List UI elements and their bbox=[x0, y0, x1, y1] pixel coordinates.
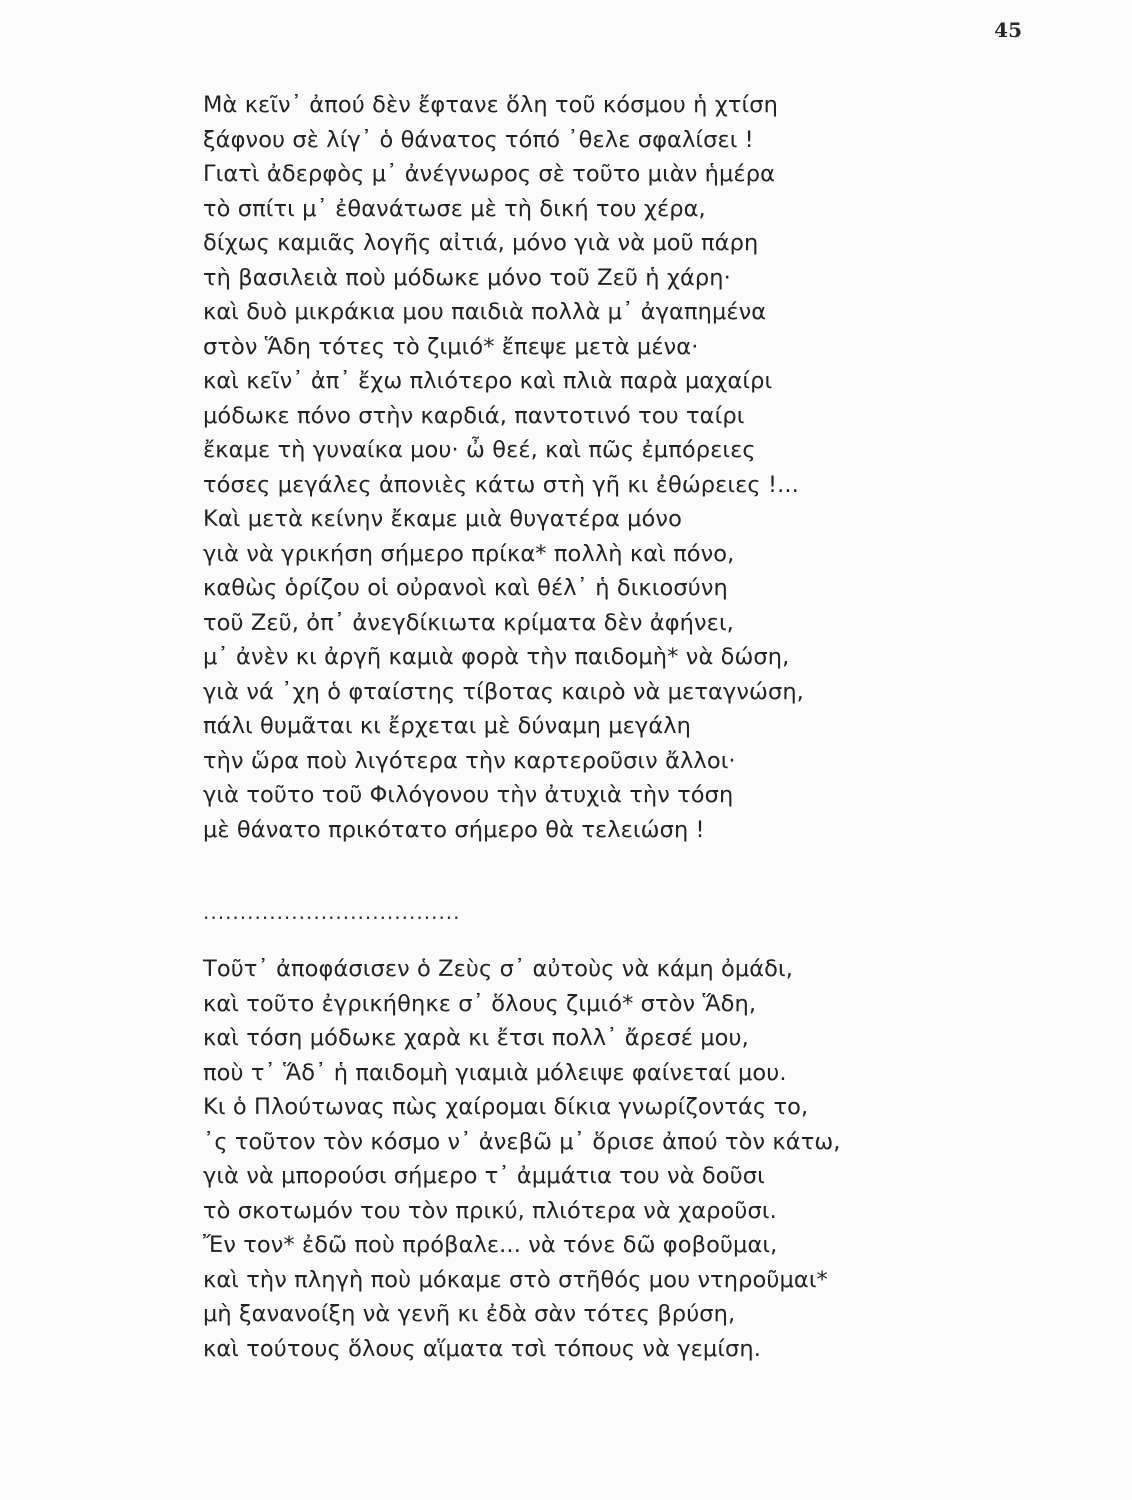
section-separator: ................................... bbox=[203, 900, 461, 924]
verse-line: ἔκαμε τὴ γυναίκα μου· ὦ θεέ, καὶ πῶς ἐμπόρειες bbox=[203, 437, 756, 463]
page-number: 45 bbox=[994, 18, 1022, 42]
verse-line: τὴν ὥρα ποὺ λιγότερα τὴν καρτεροῦσιν ἄλλοι· bbox=[203, 747, 736, 774]
verse-line: καὶ δυὸ μικράκια μου παιδιὰ πολλὰ μ᾽ ἀγαπημένα bbox=[203, 299, 767, 325]
verse-line: ξάφνου σὲ λίγ᾽ ὁ θάνατος τόπό ᾽θελε σφαλίσει ! bbox=[203, 126, 754, 153]
verse-line: γιὰ τοῦτο τοῦ Φιλόγονου τὴν ἀτυχιὰ τὴν τόση bbox=[203, 782, 734, 808]
verse-line: μόδωκε πόνο στὴν καρδιά, παντοτινό του ταίρι bbox=[203, 402, 745, 429]
verse-line: μὴ ξανανοίξη νὰ γενῆ κι ἐδὰ σὰν τότες βρύση, bbox=[203, 1301, 736, 1327]
verse-line: δίχως καμιᾶς λογῆς αἰτιά, μόνο γιὰ νὰ μοῦ πάρη bbox=[203, 230, 759, 256]
verse-line: καθὼς ὁρίζου οἱ οὐρανοὶ καὶ θέλ᾽ ἡ δικιοσύνη bbox=[203, 575, 728, 601]
verse-line: Κι ὁ Πλούτωνας πὼς χαίρομαι δίκια γνωρίζοντάς το, bbox=[203, 1094, 809, 1120]
verse-line: ᾽ς τοῦτον τὸν κόσμο ν᾽ ἀνεβῶ μ᾽ ὅρισε ἀπού τὸν κάτω, bbox=[203, 1128, 841, 1155]
verse-line: τόσες μεγάλες ἀπονιὲς κάτω στὴ γῆ κι ἐθώρειες !... bbox=[203, 471, 799, 498]
verse-line: τὸ σπίτι μ᾽ ἐθανάτωσε μὲ τὴ δική του χέρα, bbox=[203, 195, 706, 222]
verse-line: Τοῦτ᾽ ἀποφάσισεν ὁ Ζεὺς σ᾽ αὐτοὺς νὰ κάμη ὀμάδι, bbox=[203, 956, 793, 982]
verse-line: πάλι θυμᾶται κι ἔρχεται μὲ δύναμη μεγάλη bbox=[203, 713, 692, 739]
verse-line: τοῦ Ζεῦ, ὀπ᾽ ἀνεγδίκιωτα κρίματα δὲν ἀφήνει, bbox=[203, 609, 734, 636]
verse-line: στὸν Ἅδη τότες τὸ ζιμιό* ἔπεψε μετὰ μένα· bbox=[203, 333, 699, 360]
verse-line: γιὰ νά ᾽χη ὁ φταίστης τίβοτας καιρὸ νὰ μεταγνώση, bbox=[203, 678, 804, 705]
verse-line: τὸ σκοτωμόν του τὸν πρικύ, πλιότερα νὰ χαροῦσι. bbox=[203, 1197, 777, 1224]
verse-line: γιὰ νὰ γρικήση σήμερο πρίκα* πολλὴ καὶ πόνο, bbox=[203, 540, 735, 567]
verse-line: καὶ τοῦτο ἐγρικήθηκε σ᾽ ὅλους ζιμιό* στὸν Ἅδη, bbox=[203, 990, 757, 1017]
verse-line: Μὰ κεῖν᾽ ἀπού δὲν ἔφτανε ὅλη τοῦ κόσμου ἡ χτίση bbox=[203, 92, 778, 118]
stanza-2 bbox=[203, 952, 841, 1366]
stanza-1 bbox=[203, 88, 804, 847]
verse-line: ποὺ τ᾽ Ἅδ᾽ ἡ παιδομὴ γιαμιὰ μόλειψε φαίνεταί μου. bbox=[203, 1059, 787, 1086]
verse-line: Ἔν τον* ἐδῶ ποὺ πρόβαλε... νὰ τόνε δῶ φοβοῦμαι, bbox=[203, 1232, 778, 1258]
verse-line: τὴ βασιλειὰ ποὺ μόδωκε μόνο τοῦ Ζεῦ ἡ χάρη· bbox=[203, 264, 731, 291]
verse-line: Γιατὶ ἀδερφὸς μ᾽ ἀνέγνωρος σὲ τοῦτο μιὰν ἡμέρα bbox=[203, 161, 776, 187]
verse-line: γιὰ νὰ μπορούσι σήμερο τ᾽ ἀμμάτια του νὰ δοῦσι bbox=[203, 1163, 765, 1189]
verse-line: καὶ τούτους ὅλους αἵματα τσὶ τόπους νὰ γεμίση. bbox=[203, 1335, 762, 1362]
verse-line: μ᾽ ἀνὲν κι ἀργῆ καμιὰ φορὰ τὴν παιδομὴ* νὰ δώση, bbox=[203, 644, 790, 670]
verse-line: καὶ κεῖν᾽ ἀπ᾽ ἔχω πλιότερο καὶ πλιὰ παρὰ μαχαίρι bbox=[203, 368, 773, 394]
verse-line: καὶ τόση μόδωκε χαρὰ κι ἔτσι πολλ᾽ ἄρεσέ μου, bbox=[203, 1025, 749, 1051]
verse-line: Καὶ μετὰ κείνην ἔκαμε μιὰ θυγατέρα μόνο bbox=[203, 506, 682, 532]
verse-line: καὶ τὴν πληγὴ ποὺ μόκαμε στὸ στῆθός μου ντηροῦμαι* bbox=[203, 1266, 828, 1293]
verse-line: μὲ θάνατο πρικότατο σήμερο θὰ τελειώση ! bbox=[203, 816, 705, 843]
